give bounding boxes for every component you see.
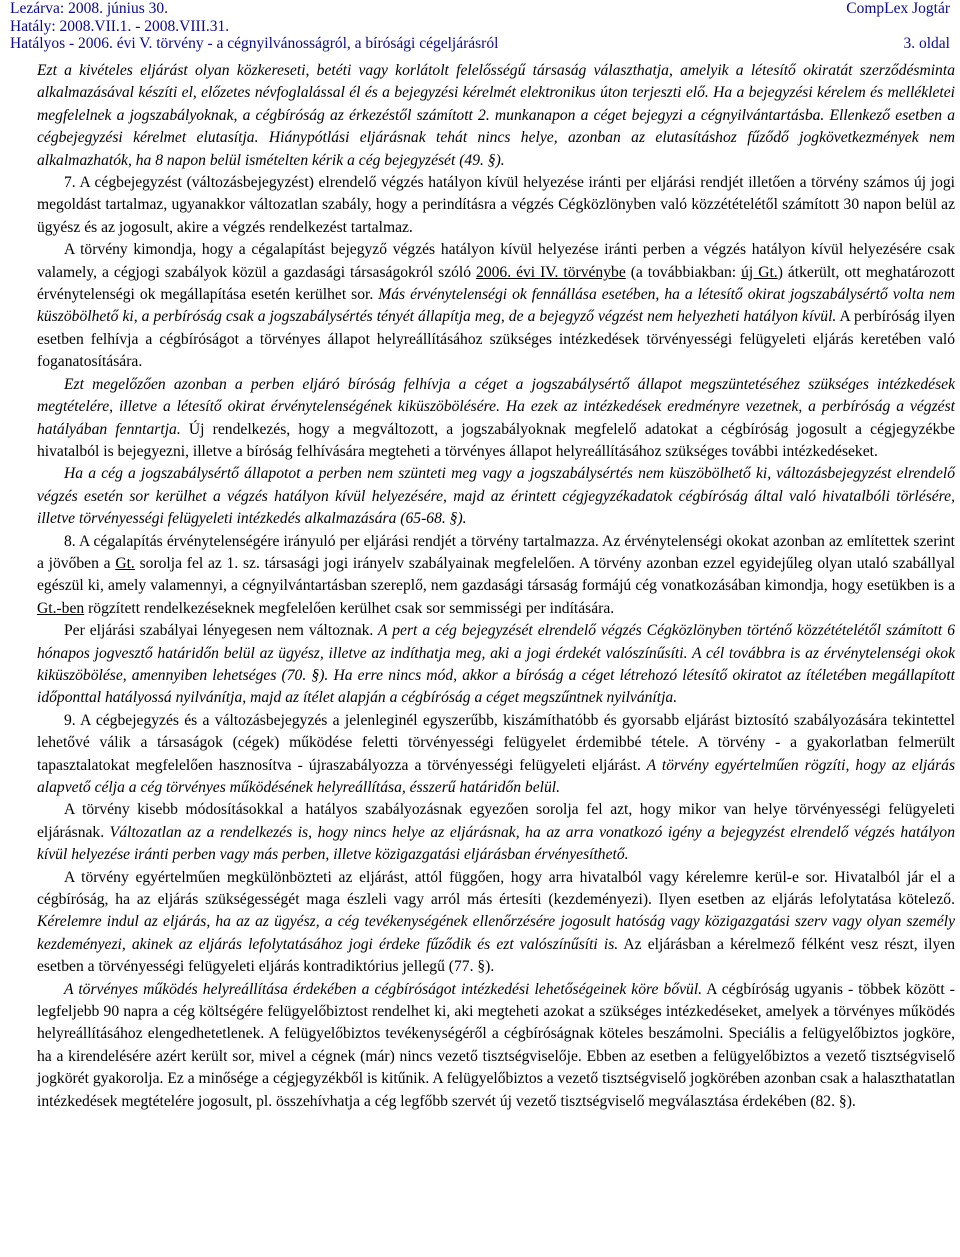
law-link[interactable]: Gt. bbox=[115, 554, 135, 572]
brand-name: CompLex Jogtár bbox=[846, 0, 950, 17]
header-row-3 bbox=[10, 35, 950, 53]
paragraph: Ha a cég a jogszabálysértő állapotot a perben nem szünteti meg vagy a jogszabálysértés nem küszöbölhető ki, változásbejegyzést elrendelő végzés esetén sor kerülhet a végzés hatályon kívül helyezésére, majd az érintett cégjegyzékadatok cégbíróság által való hivatalbóli törlésére, illetve törvényességi felügyeleti intézkedés alkalmazására (65-68. §). bbox=[37, 465, 955, 528]
paragraph: Ezt megelőzően azonban a perben eljáró bíróság felhívja a céget a jogszabálysértő állapot megszüntetéséhez szükséges intézkedések megtételére, illetve a létesítő okirat érvénytelenségének kiküszöbölésére. Ha ezek az intézkedések eredményre vezetnek, a perbíróság a végzést hatályában fenntartja. Új rendelkezés, hogy a megváltozott, a jogszabályoknak megfelelő adatokat a cégbíróság jogosult a cégjegyzékbe hivatalból is bejegyezni, illetve a bíróság felhívására megteheti a törvényes állapot helyreállításához szükséges további intézkedéseket. bbox=[37, 375, 955, 460]
paragraph: A törvény egyértelműen megkülönbözteti az eljárást, attól függően, hogy arra hivatalból vagy kérelemre kerül-e sor. Hivatalból jár el a cégbíróság, ha az eljárás szükségességét maga észleli vagy arról más értesíti (kezdeményezi). Ilyen esetben az eljárás lefolytatása kötelező. Kérelemre indul az eljárás, ha az az ügyész, a cég tevékenységének ellenőrzésére jogosult hatóság vagy közigazgatási szerv vagy olyan személy kezdeményezi, akinek az eljárás lefolytatásához jogi érdeke fűződik és ezt valószínűsíti is. Az eljárásban a kérelmező félként vesz részt, ilyen esetben a törvényességi felügyeleti eljárás kontradiktórius jellegű (77. §). bbox=[37, 868, 955, 976]
law-link[interactable]: Gt.-ben bbox=[37, 599, 85, 617]
document-body bbox=[37, 60, 955, 1113]
header-row-1 bbox=[10, 0, 950, 18]
law-link[interactable]: 2006. évi IV. törvénybe bbox=[476, 263, 626, 281]
hataly-text: Hatály: 2008.VII.1. - 2008.VIII.31. bbox=[10, 17, 230, 35]
paragraph: Per eljárási szabályai lényegesen nem változnak. A pert a cég bejegyzését elrendelő végzés Cégközlönyben történő közzétételétől számított 6 hónapos jogvesztő határidőn belül az ügyész, illetve az indíthatja meg, aki a jogi érdekét valószínűsíti. A cél továbbra is az érvénytelenségi okok kiküszöbölése, amennyiben lehetséges (70. §). Ha erre nincs mód, akkor a bíróság a céget létrehozó létesítő okiratot az ítéletében megállapított időponttal hatályossá nyilvánítja, majd az ítélet alapján a cégbíróság a céget megszűntnek nyilvánítja. bbox=[37, 622, 955, 707]
lezarva-text: Lezárva: 2008. június 30. bbox=[10, 0, 168, 17]
hatalyos-text: Hatályos - 2006. évi V. törvény - a cégnyilvánosságról, a bírósági cégeljárásról bbox=[10, 35, 499, 52]
page-header bbox=[10, 0, 950, 53]
paragraph: 9. A cégbejegyzés és a változásbejegyzés a jelenleginél egyszerűbb, kiszámíthatóbb és gyorsabb eljárást biztosító szabályozására tekintettel lehetővé válik a társaságok (cégek) működése feletti törvényességi felügyelet érdemibbé tétele. A törvény - a gyakorlatban felmerült tapasztalatokat megfelelően hasznosítva - újraszabályozza a törvényességi felügyeleti eljárást. A törvény egyértelműen rögzíti, hogy az eljárás alapvető célja a cég törvényes működésének helyreállítása, ésszerű határidőn belül. bbox=[37, 711, 956, 796]
paragraph: 8. A cégalapítás érvénytelenségére irányuló per eljárási rendjét a törvény tartalmazza. Az érvénytelenségi okokat azonban az említettek szerint a jövőben a Gt. sorolja fel az 1. sz. társasági jogi irányelv szabályainak megfelelően. A törvény azonban ezzel egyidejűleg olyan utaló szabállyal egészül ki, amely valamennyi, a cégnyilvántartásban szereplő, nem gazdasági társaság formájú cég vonatkozásában kimondja, hogy esetükben is a Gt.-ben rögzített rendelkezéseknek megfelelően kerülhet csak sor semmisségi per indítására. bbox=[37, 532, 956, 617]
paragraph: A törvény kimondja, hogy a cégalapítást bejegyző végzés hatályon kívül helyezése iránti perben a végzés hatályon kívül helyezésére csak valamely, a cégjogi szabályok közül a gazdasági társaságokról szóló 2006. évi IV. törvénybe (a továbbiakban: új Gt.) átkerült, ott meghatározott érvénytelenségi ok megállapítása esetén kerülhet sor. Más érvénytelenségi ok fennállása esetében, ha a létesítő okirat jogszabálysértő volta nem küszöbölhető ki, a perbíróság csak a jogszabálysértés tényét állapítja meg, de a bejegyző végzést nem helyezheti hatályon kívül. A perbíróság ilyen esetben felhívja a cégbíróságot a törvényes állapot helyreállításához szükséges intézkedések törvényességi felügyeleti eljárás keretében való foganatosítására. bbox=[37, 241, 955, 371]
paragraph: A törvény kisebb módosításokkal a hatályos szabályozásnak egyezően sorolja fel azt, hogy mikor van helye törvényességi felügyeleti eljárásnak. Változatlan az a rendelkezés is, hogy nincs helye az eljárásnak, ha az arra vonatkozó igény a bejegyzést elrendelő végzés hatályon kívül helyezése iránti perben vagy más perben, illetve közigazgatási eljárásban érvényesíthető. bbox=[37, 801, 955, 864]
law-link[interactable]: új Gt. bbox=[741, 263, 778, 281]
paragraph: 7. A cégbejegyzést (változásbejegyzést) elrendelő végzés hatályon kívül helyezése iránti per eljárási rendjét illetően a törvény számos új jogi megoldást tartalmaz, ugyanakkor változatlan szabály, hogy a perindításra a végzés Cégközlönyben való közzétételétől számított 30 napon belül az ügyész és az jogosult, akire a végzés rendelkezést tartalmaz. bbox=[37, 174, 955, 236]
header-row-2 bbox=[10, 18, 950, 36]
paragraph: A törvényes működés helyreállítása érdekében a cégbíróságot intézkedési lehetőségeinek köre bővül. A cégbíróság ugyanis - többek között - legfeljebb 90 napra a cég költségére felügyelőbiztost rendelhet ki, aki megteheti azokat a szükséges intézkedéseket, amelyek a törvényes működés helyreállításához elengedhetetlenek. A felügyelőbiztos tevékenységéről a cégbíróságnak köteles beszámolni. Speciális a felügyelőbiztos jogköre, ha a kirendelésére azért került sor, mivel a cégnek (már) nincs vezető tisztségviselője. Ebben az esetben a felügyelőbiztos a vezető tisztségviselő jogkörét gyakorolja. Ez a minősége a cégjegyzékből is kitűnik. A felügyelőbiztos a vezető tisztségviselő jogkörében azonban csak a halaszthatatlan intézkedések megtételére jogosult, pl. összehívhatja a cég legfőbb szervét új vezető tisztségviselő megválasztása érdekében (82. §). bbox=[37, 980, 955, 1110]
page-number: 3. oldal bbox=[903, 35, 950, 52]
paragraph: Ezt a kivételes eljárást olyan közkereseti, betéti vagy korlátolt felelősségű társaság választhatja, amelyik a létesítő okiratát szerződésminta alkalmazásával készíti el, előzetes névfoglalással él és a bejegyzési kérelmét elektronikus úton terjeszti elő. Ha a bejegyzési kérelem és mellékletei megfelelnek a jogszabályoknak, a cégbíróság az érkezéstől számított 2. munkanapon a céget bejegyzi a cégnyilvántartásba. Ellenkező esetben a cégbejegyzési kérelmet elutasítja. Hiánypótlási eljárásnak tehát nincs helye, azonban az elutasításhoz fűződő jogkövetkezmények nem alkalmazhatók, ha 8 napon belül ismételten kérik a cég bejegyzését (49. §). bbox=[37, 62, 955, 169]
